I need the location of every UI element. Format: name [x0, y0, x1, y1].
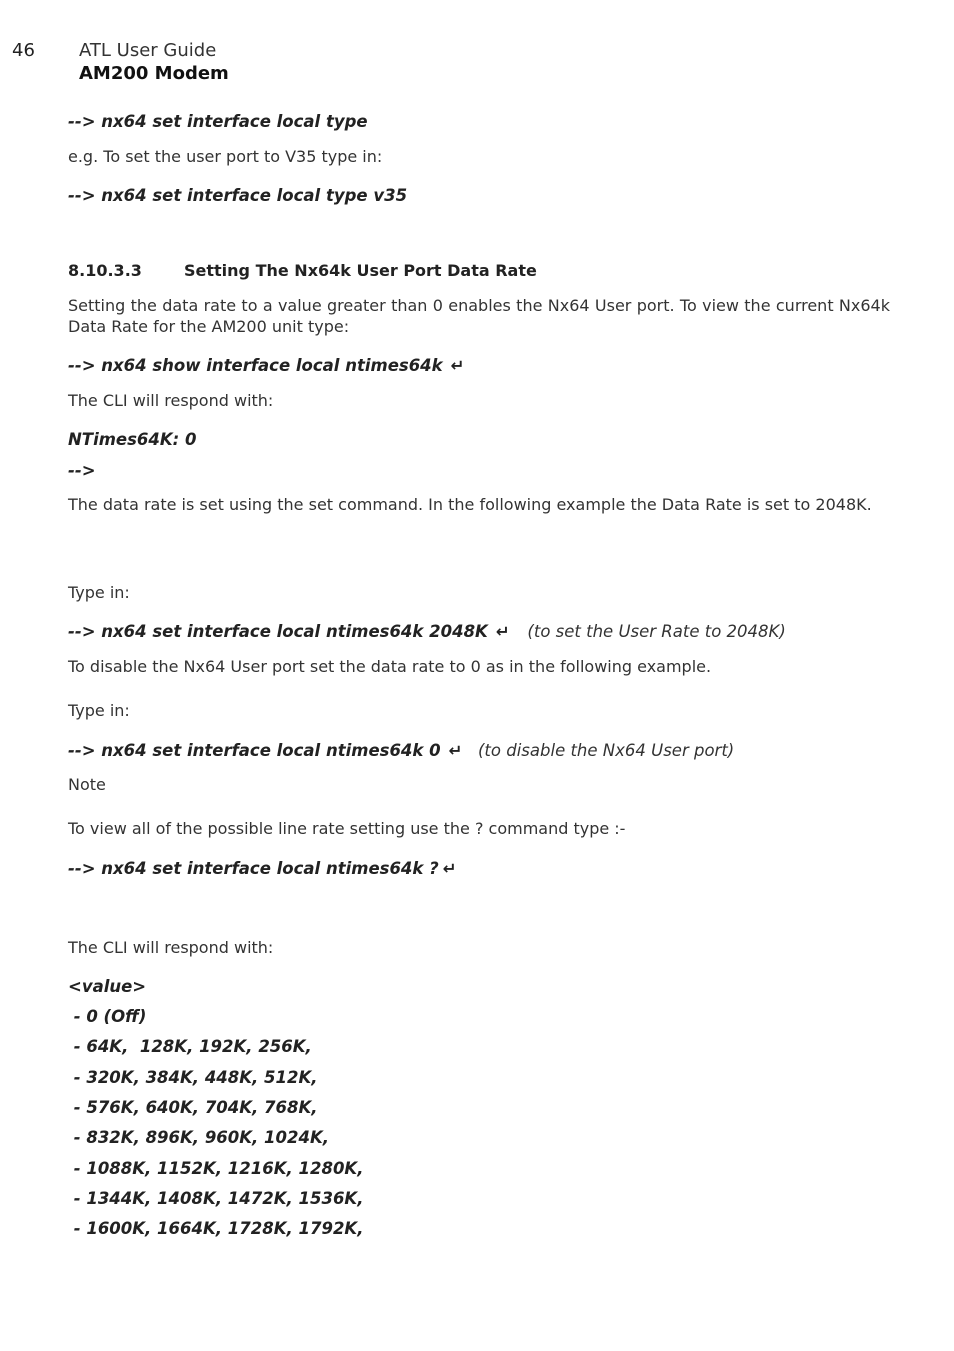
paragraph-data-rate: Setting the data rate to a value greater than 0 enables the Nx64 User port. To view the current Nx64k Data Rate for the AM200 unit type: [68, 296, 890, 336]
enter-key-icon: ↵ [448, 741, 463, 760]
command-type-v35: --> nx64 set interface local type v35 [68, 186, 408, 205]
enter-key-icon: ↵ [495, 622, 510, 641]
value-line: - 832K, 896K, 960K, 1024K, [68, 1128, 330, 1147]
command-query-line [68, 859, 457, 878]
value-line: - 320K, 384K, 448K, 512K, [68, 1068, 318, 1087]
example-text: e.g. To set the user port to V35 type in: [68, 147, 383, 166]
command-comment: (to set the User Rate to 2048K) [527, 622, 786, 641]
value-line: - 64K, 128K, 192K, 256K, [68, 1037, 312, 1056]
paragraph-set-command: The data rate is set using the set command. In the following example the Data Rate is set to 2048K. [68, 495, 872, 514]
enter-key-icon: ↵ [450, 356, 465, 375]
paragraph-disable: To disable the Nx64 User port set the data rate to 0 as in the following example. [68, 657, 712, 676]
section-number: 8.10.3.3 [68, 261, 142, 280]
type-in-text: Type in: [68, 583, 130, 602]
cli-respond-text: The CLI will respond with: [68, 938, 274, 957]
command-show-line [68, 356, 464, 375]
command-set-0: --> nx64 set interface local ntimes64k 0 [68, 741, 441, 760]
value-line: - 576K, 640K, 704K, 768K, [68, 1098, 318, 1117]
command-set-2048: --> nx64 set interface local ntimes64k 2048K [68, 622, 488, 641]
cli-respond-text: The CLI will respond with: [68, 391, 274, 410]
command-query: --> nx64 set interface local ntimes64k ? [68, 859, 439, 878]
type-in-text: Type in: [68, 701, 130, 720]
command-set-2048-line [68, 622, 786, 641]
cli-prompt: --> [68, 461, 96, 480]
section-title: Setting The Nx64k User Port Data Rate [184, 261, 537, 280]
value-line: - 1344K, 1408K, 1472K, 1536K, [68, 1189, 364, 1208]
value-line: - 1600K, 1664K, 1728K, 1792K, [68, 1219, 364, 1238]
note-label: Note [68, 775, 106, 794]
value-line: - 0 (Off) [68, 1007, 147, 1026]
command-set-0-line [68, 741, 462, 760]
guide-title: ATL User Guide [79, 40, 217, 61]
command-type: --> nx64 set interface local type [68, 112, 368, 131]
value-header: <value> [68, 977, 147, 996]
model-title: AM200 Modem [79, 63, 229, 84]
command-comment: (to disable the Nx64 User port) [478, 741, 735, 760]
enter-key-icon: ↵ [442, 859, 457, 878]
response-value: NTimes64K: 0 [68, 430, 197, 449]
command-show: --> nx64 show interface local ntimes64k [68, 356, 443, 375]
page-number: 46 [12, 40, 35, 61]
paragraph-view-rates: To view all of the possible line rate setting use the ? command type :- [68, 819, 626, 838]
value-line: - 1088K, 1152K, 1216K, 1280K, [68, 1159, 364, 1178]
